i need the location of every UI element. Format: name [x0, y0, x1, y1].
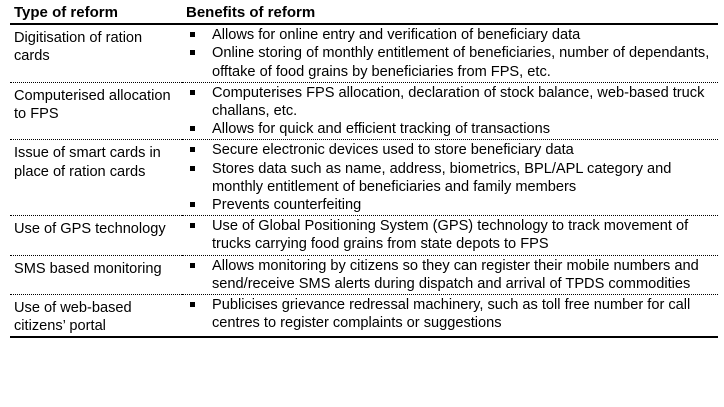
benefit-text: Allows for online entry and verification of beneficiary data: [212, 27, 581, 44]
benefit-text: Online storing of monthly entitlement of beneficiaries, number of dependants, offtake of food grains by beneficiaries from FPS, etc.: [212, 45, 710, 80]
header-type-of-reform: Type of reform: [10, 2, 182, 24]
benefits-list: [186, 296, 714, 332]
table-row: [10, 216, 718, 255]
square-bullet-icon: [190, 90, 195, 95]
header-row: [10, 2, 718, 24]
list-item: [186, 217, 714, 253]
benefits-list: [186, 141, 714, 214]
list-item: [186, 141, 714, 159]
reform-type-cell: Issue of smart cards in place of ration cards: [10, 140, 182, 216]
list-item: [186, 84, 714, 120]
list-item: [186, 296, 714, 332]
square-bullet-icon: [190, 166, 195, 171]
square-bullet-icon: [190, 223, 195, 228]
header-benefits-of-reform: Benefits of reform: [182, 2, 718, 24]
reform-table: [10, 2, 718, 338]
benefits-list: [186, 257, 714, 293]
table-body: [10, 24, 718, 337]
list-item: [186, 196, 714, 214]
square-bullet-icon: [190, 263, 195, 268]
list-item: [186, 257, 714, 293]
table-row: [10, 295, 718, 338]
benefit-text: Use of Global Positioning System (GPS) technology to track movement of trucks carrying food grains from state depots to FPS: [212, 218, 689, 253]
benefit-text: Allows monitoring by citizens so they can register their mobile numbers and send/receive SMS alerts during dispatch and arrival of TPDS commodities: [212, 257, 699, 292]
table-row: [10, 255, 718, 294]
benefits-cell: [182, 216, 718, 255]
reform-type-cell: SMS based monitoring: [10, 255, 182, 294]
reform-type-cell: Digitisation of ration cards: [10, 24, 182, 82]
square-bullet-icon: [190, 32, 195, 37]
benefit-text: Computerises FPS allocation, declaration of stock balance, web-based truck challans, etc.: [212, 84, 705, 120]
benefits-list: [186, 84, 714, 139]
benefit-text: Allows for quick and efficient tracking of transactions: [212, 121, 550, 138]
table-row: [10, 140, 718, 216]
benefit-text: Stores data such as name, address, biometrics, BPL/APL category and monthly entitlement of beneficiaries and family members: [212, 160, 672, 195]
table-row: [10, 82, 718, 140]
square-bullet-icon: [190, 50, 195, 55]
list-item: [186, 120, 714, 138]
benefits-list: [186, 26, 714, 81]
table-row: [10, 24, 718, 82]
reform-type-cell: Computerised allocation to FPS: [10, 82, 182, 140]
list-item: [186, 160, 714, 196]
benefits-cell: [182, 255, 718, 294]
list-item: [186, 26, 714, 44]
square-bullet-icon: [190, 202, 195, 207]
benefits-cell: [182, 295, 718, 338]
list-item: [186, 44, 714, 80]
benefit-text: Secure electronic devices used to store beneficiary data: [212, 142, 574, 159]
square-bullet-icon: [190, 302, 195, 307]
benefit-text: Publicises grievance redressal machinery, such as toll free number for call centres to register complaints or suggestions: [212, 297, 691, 332]
reform-type-cell: Use of GPS technology: [10, 216, 182, 255]
benefits-list: [186, 217, 714, 253]
benefit-text: Prevents counterfeiting: [212, 197, 362, 214]
benefits-cell: [182, 140, 718, 216]
benefits-cell: [182, 24, 718, 82]
square-bullet-icon: [190, 147, 195, 152]
benefits-cell: [182, 82, 718, 140]
reform-type-cell: Use of web-based citizens’ portal: [10, 295, 182, 338]
square-bullet-icon: [190, 126, 195, 131]
